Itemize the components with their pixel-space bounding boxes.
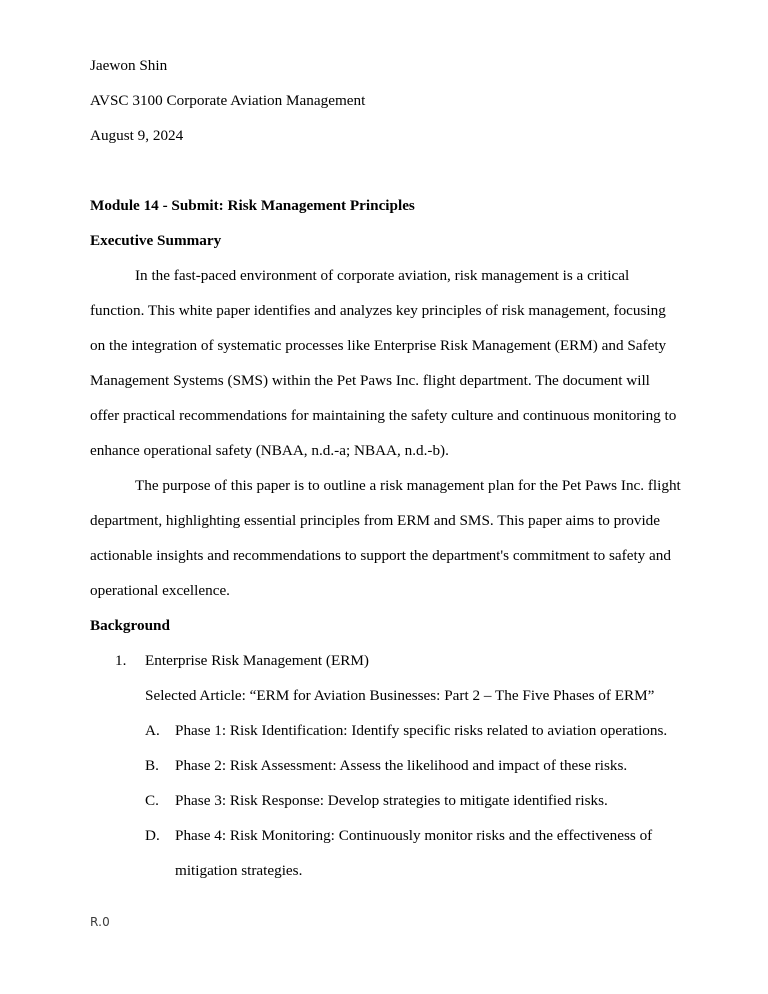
erm-phase-list <box>90 713 682 888</box>
executive-summary-paragraph-1: In the fast-paced environment of corporate aviation, risk management is a critical function. This white paper identifies and analyzes key principles of risk management, focusing on the integration of systematic processes like Enterprise Risk Management (ERM) and Safety Management Systems (SMS) within the Pet Paws Inc. flight department. The document will offer practical recommendations for maintaining the safety culture and continuous monitoring to enhance operational safety (NBAA, n.d.-a; NBAA, n.d.-b). <box>90 267 677 459</box>
list-item-marker: D. <box>145 827 160 844</box>
document-body <box>90 48 682 888</box>
list-item-marker: 1. <box>115 652 127 669</box>
list-item <box>90 748 682 783</box>
list-item-text: Phase 2: Risk Assessment: Assess the likelihood and impact of these risks. <box>175 757 628 774</box>
background-heading: Background <box>90 617 170 634</box>
selected-article-note: Selected Article: “ERM for Aviation Businesses: Part 2 – The Five Phases of ERM” <box>145 687 655 704</box>
course-line: AVSC 3100 Corporate Aviation Management <box>90 92 366 109</box>
list-item-marker: B. <box>145 757 159 774</box>
revision-mark: R.0 <box>90 915 110 929</box>
list-item-text: Phase 3: Risk Response: Develop strategies to mitigate identified risks. <box>175 792 608 809</box>
document-title: Module 14 - Submit: Risk Management Principles <box>90 197 415 214</box>
list-item <box>90 818 682 888</box>
list-item <box>90 713 682 748</box>
background-list <box>90 643 682 678</box>
header-spacer <box>90 153 682 188</box>
list-item-marker: C. <box>145 792 159 809</box>
date-line: August 9, 2024 <box>90 127 184 144</box>
list-item <box>90 643 682 678</box>
executive-summary-heading: Executive Summary <box>90 232 222 249</box>
list-item <box>90 783 682 818</box>
list-item-text: Phase 1: Risk Identification: Identify specific risks related to aviation operations. <box>175 722 668 739</box>
list-item-label: Enterprise Risk Management (ERM) <box>145 652 369 669</box>
list-item-marker: A. <box>145 722 160 739</box>
author-line: Jaewon Shin <box>90 57 168 74</box>
list-item-text: Phase 4: Risk Monitoring: Continuously monitor risks and the effectiveness of mitigation strategies. <box>175 827 653 879</box>
executive-summary-paragraph-2: The purpose of this paper is to outline a risk management plan for the Pet Paws Inc. flight department, highlighting essential principles from ERM and SMS. This paper aims to provide actionable insights and recommendations to support the department's commitment to safety and operational excellence. <box>90 477 681 599</box>
